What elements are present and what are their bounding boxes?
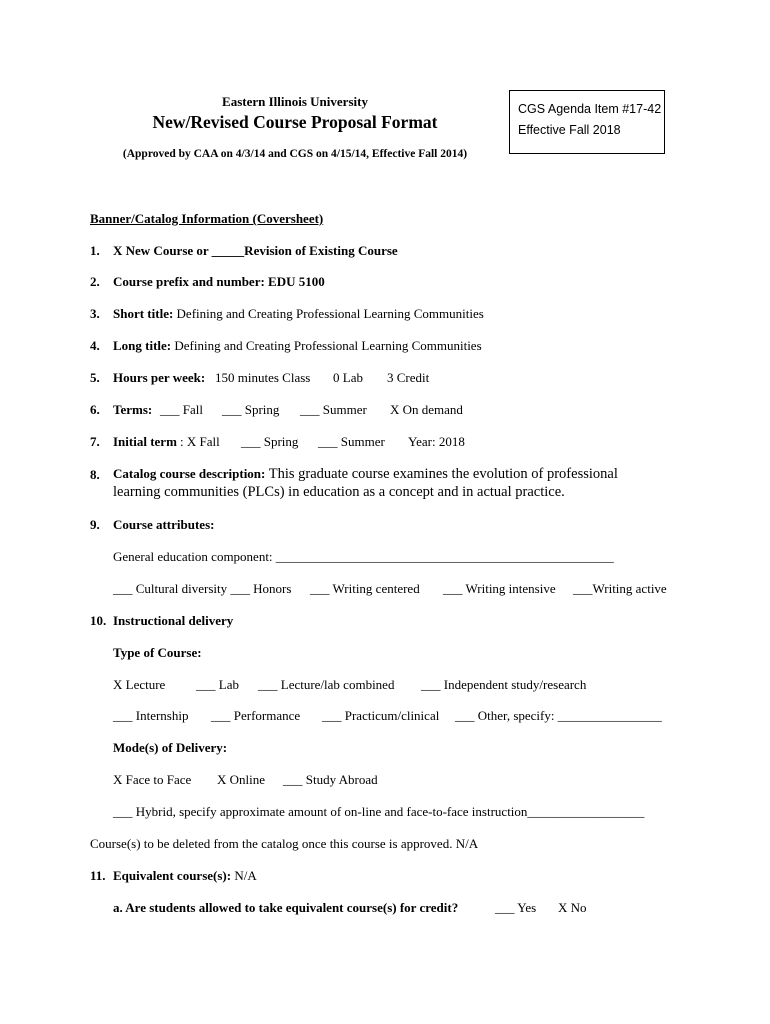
approval-note: (Approved by CAA on 4/3/14 and CGS on 4/15/14, Effective Fall 2014) (122, 148, 468, 160)
type-of-course-label: Type of Course: (113, 645, 202, 660)
initial-term-label: Initial term (113, 434, 177, 449)
terms-on-demand: X On demand (390, 402, 463, 417)
item-number: 2. (90, 274, 100, 289)
equivalent-courses-label: Equivalent course(s): (113, 868, 232, 883)
section-heading: Banner/Catalog Information (Coversheet) (90, 211, 324, 226)
catalog-description-line2: learning communities (PLCs) in education as a concept and in actual practice. (113, 484, 565, 500)
mode-online: X Online (217, 772, 266, 787)
equivalent-courses-value: N/A (234, 868, 257, 883)
item-number: 5. (90, 370, 100, 385)
attr-writing-active: ___Writing active (573, 581, 667, 596)
terms-fall: ___ Fall (160, 402, 203, 417)
agenda-box (509, 90, 665, 154)
form-title: New/Revised Course Proposal Format (152, 112, 438, 132)
mode-face-to-face: X Face to Face (113, 772, 192, 787)
type-lecture: X Lecture (113, 677, 166, 692)
hours-credit: 3 Credit (387, 370, 430, 385)
item-number: 4. (90, 338, 100, 353)
hours-label: Hours per week: (113, 370, 206, 385)
item-number: 11. (90, 868, 106, 883)
hours-class: 150 minutes Class (215, 370, 311, 385)
item-number: 9. (90, 517, 100, 532)
university-name: Eastern Illinois University (222, 94, 368, 109)
course-prefix-line: Course prefix and number: EDU 5100 (113, 274, 325, 289)
attr-writing-centered: ___ Writing centered (310, 581, 420, 596)
terms-label: Terms: (113, 402, 153, 417)
type-performance: ___ Performance (211, 708, 301, 723)
type-lab: ___ Lab (196, 677, 239, 692)
attr-cultural-honors: ___ Cultural diversity ___ Honors (113, 581, 292, 596)
hours-lab: 0 Lab (333, 370, 363, 385)
course-attributes-label: Course attributes: (113, 517, 215, 532)
mode-of-delivery-label: Mode(s) of Delivery: (113, 740, 228, 755)
type-practicum: ___ Practicum/clinical (322, 708, 440, 723)
type-other: ___ Other, specify: ________________ (455, 708, 662, 723)
equivalent-courses-line (113, 868, 257, 884)
item-number: 8. (90, 467, 100, 482)
type-lecture-lab: ___ Lecture/lab combined (258, 677, 395, 692)
catalog-description-label: Catalog course description: (113, 466, 266, 481)
terms-summer: ___ Summer (300, 402, 367, 417)
gen-ed-component: General education component: ____________________________________________________ (113, 549, 614, 564)
terms-spring: ___ Spring (222, 402, 280, 417)
equivalent-credit-yes: ___ Yes (495, 900, 537, 915)
initial-term-fall: : X Fall (180, 434, 220, 449)
item-number: 1. (90, 243, 100, 258)
initial-term-spring: ___ Spring (241, 434, 299, 449)
equivalent-credit-question: a. Are students allowed to take equivalent course(s) for credit? (113, 900, 459, 915)
mode-hybrid: ___ Hybrid, specify approximate amount of on-line and face-to-face instruction__________________ (113, 804, 645, 819)
short-title-value: Defining and Creating Professional Learning Communities (176, 306, 484, 321)
catalog-description-text1: This graduate course examines the evolution of professional (268, 466, 618, 482)
deleted-courses-line: Course(s) to be deleted from the catalog once this course is approved. N/A (90, 836, 479, 851)
initial-term-year: Year: 2018 (408, 434, 465, 449)
type-internship: ___ Internship (113, 708, 189, 723)
agenda-effective-text: Effective Fall 2018 (518, 123, 621, 137)
agenda-item-text: CGS Agenda Item #17-42 (518, 102, 662, 116)
attr-writing-intensive: ___ Writing intensive (443, 581, 556, 596)
long-title-label: Long title: (113, 338, 172, 353)
short-title-label: Short title: (113, 306, 174, 321)
item-number: 7. (90, 434, 100, 449)
catalog-description-line1 (113, 466, 618, 483)
item-number: 6. (90, 402, 100, 417)
item-number: 3. (90, 306, 100, 321)
mode-study-abroad: ___ Study Abroad (283, 772, 378, 787)
type-independent: ___ Independent study/research (421, 677, 587, 692)
initial-term-summer: ___ Summer (318, 434, 385, 449)
item-number: 10. (90, 613, 107, 628)
course-type-line: X New Course or _____Revision of Existing Course (113, 243, 398, 258)
instructional-delivery-label: Instructional delivery (113, 613, 234, 628)
long-title-line (113, 338, 482, 354)
equivalent-credit-no: X No (558, 900, 587, 915)
short-title-line (113, 306, 484, 322)
long-title-value: Defining and Creating Professional Learning Communities (174, 338, 482, 353)
